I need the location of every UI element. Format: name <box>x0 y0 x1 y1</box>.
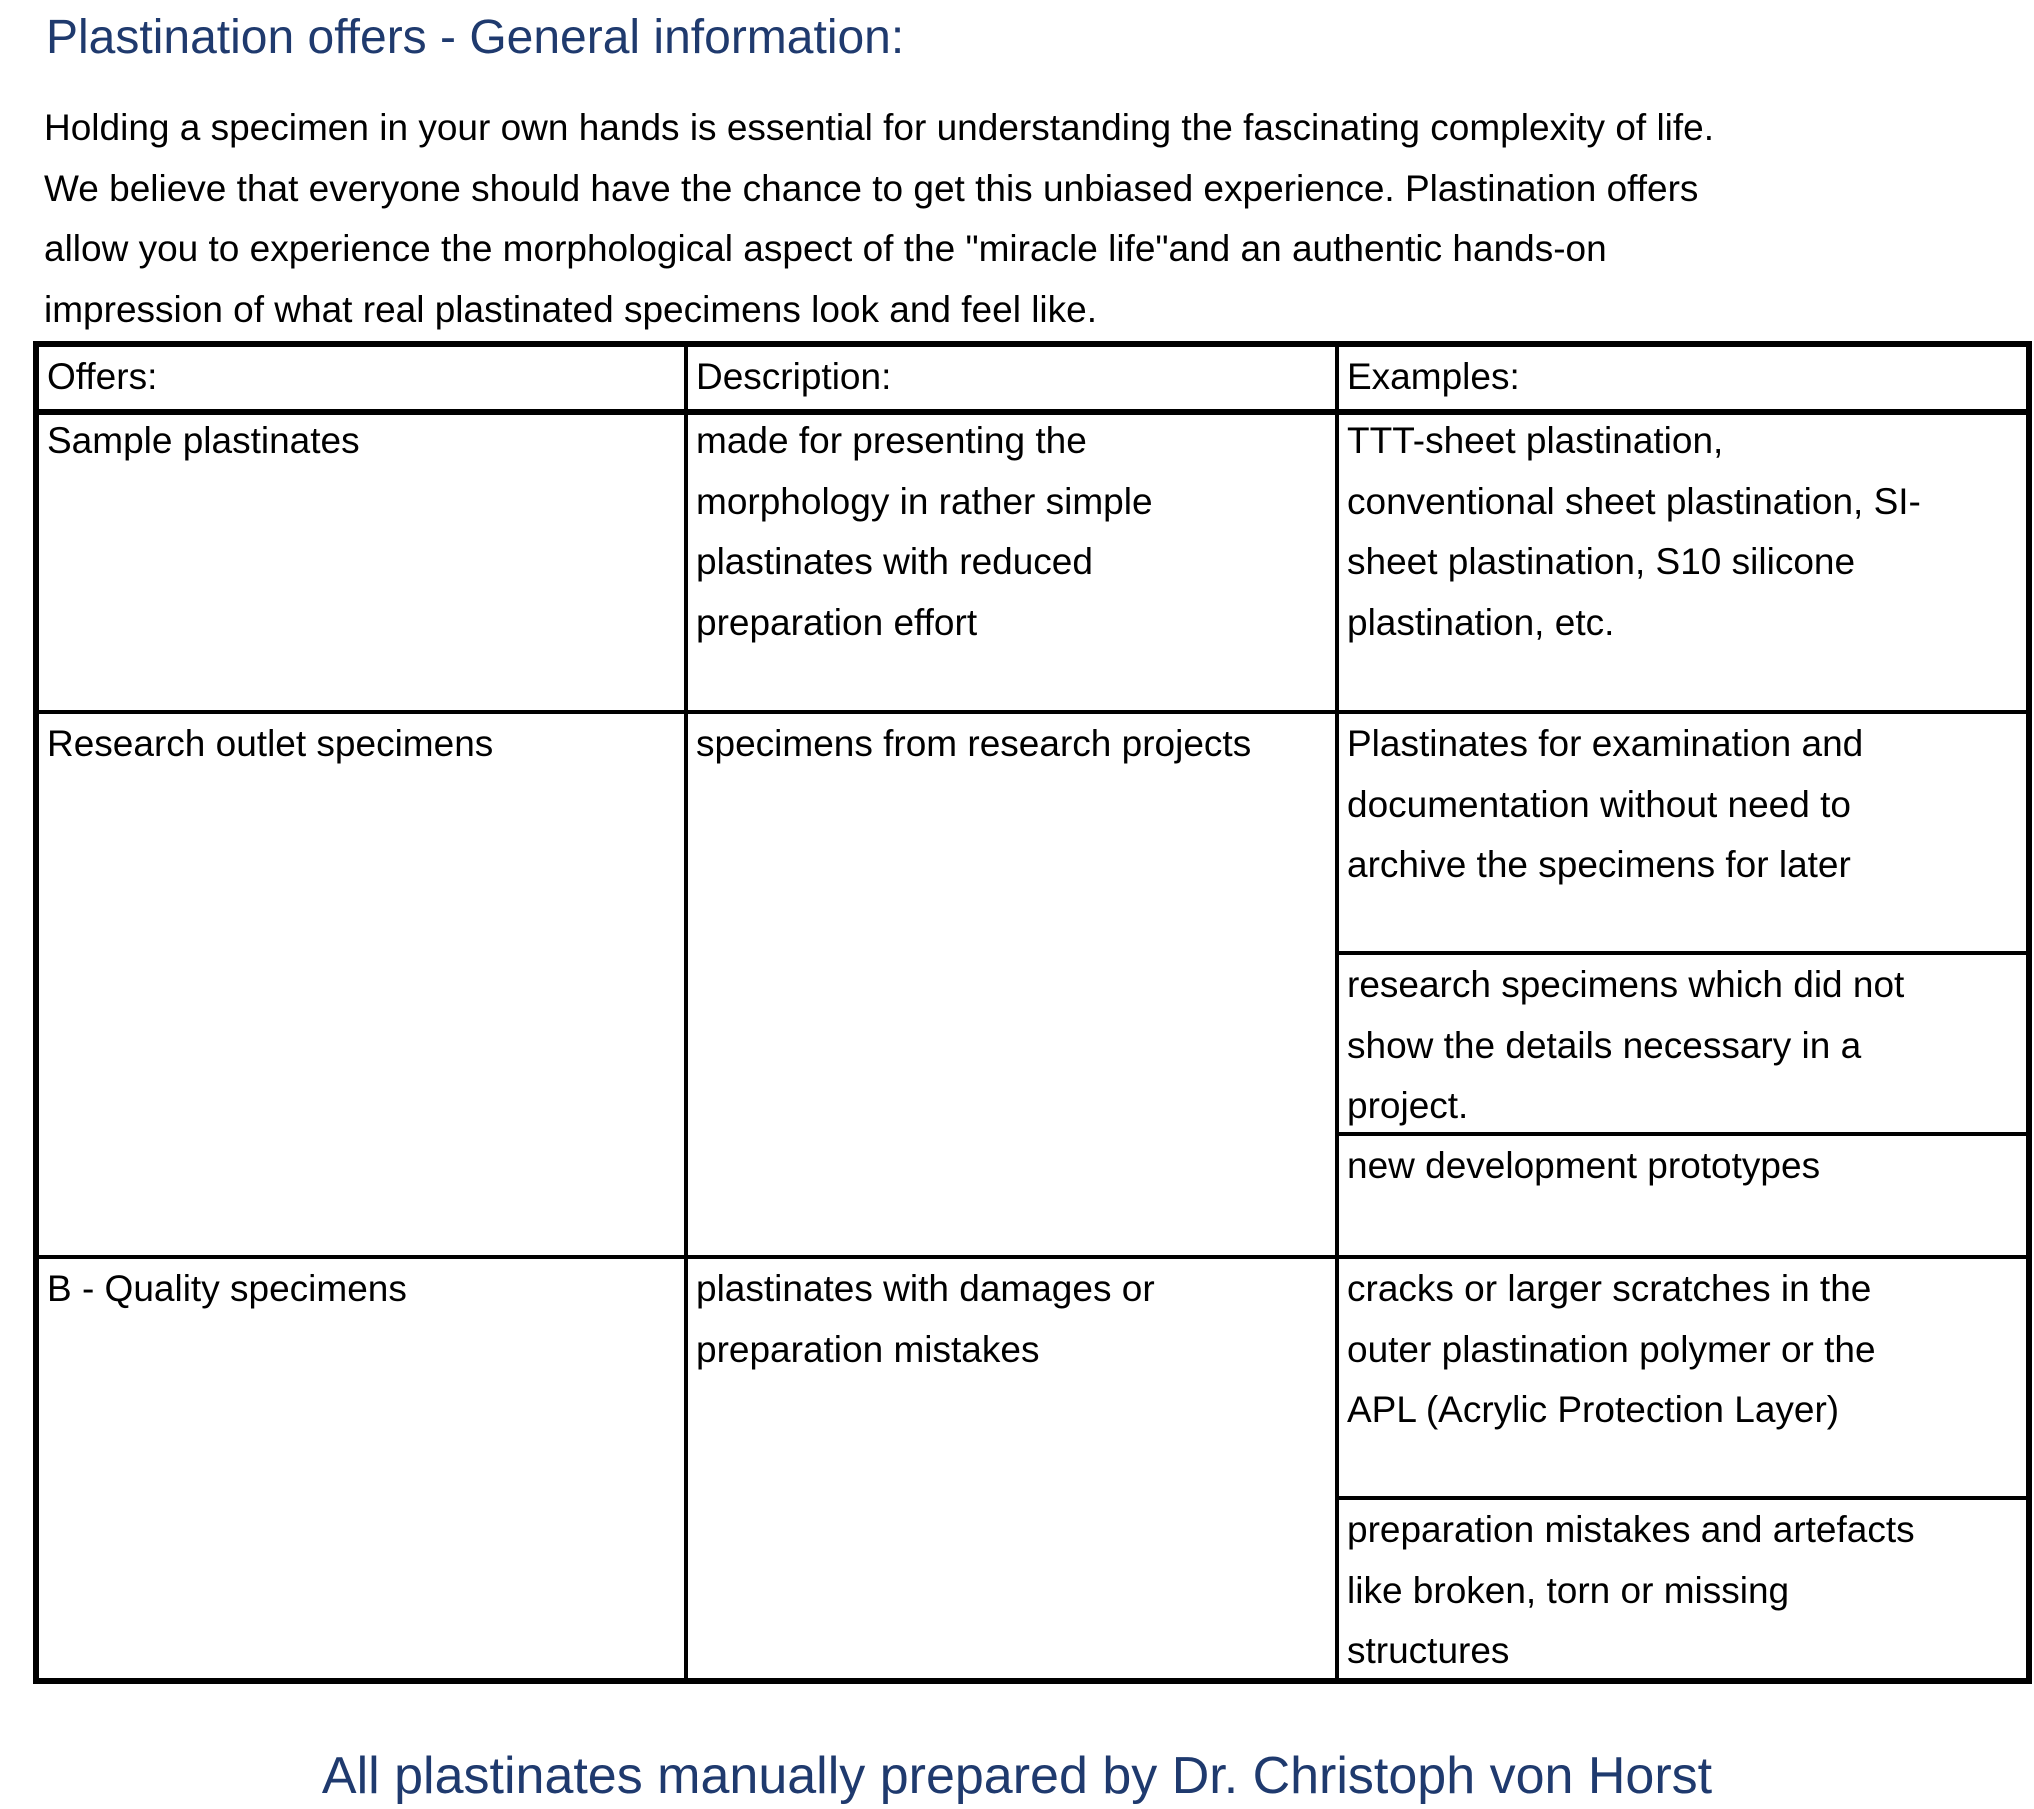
example-cell: cracks or larger scratches in the outer plastination polymer or the APL (Acrylic Protection Layer) <box>1347 1268 1876 1430</box>
intro-line: allow you to experience the morphological aspect of the "miracle life"and an authentic hands-on <box>44 228 1607 269</box>
intro-line: Holding a specimen in your own hands is essential for understanding the fascinating complexity of life. <box>44 107 1715 148</box>
example-cell: research specimens which did not show the details necessary in a project. <box>1347 964 1905 1126</box>
offers-table <box>33 341 2032 1684</box>
example-cell: Plastinates for examination and documentation without need to archive the specimens for later <box>1347 723 1864 885</box>
offer-cell: B - Quality specimens <box>47 1268 407 1309</box>
offer-cell: Research outlet specimens <box>47 723 494 764</box>
intro-line: impression of what real plastinated specimens look and feel like. <box>44 288 1098 330</box>
example-cell: TTT-sheet plastination, conventional sheet plastination, SI- sheet plastination, S10 silicone plastination, etc. <box>1347 420 1921 643</box>
description-cell: plastinates with damages or preparation mistakes <box>696 1268 1155 1370</box>
offer-cell: Sample plastinates <box>47 420 360 461</box>
description-cell: made for presenting the morphology in rather simple plastinates with reduced preparation effort <box>696 420 1153 643</box>
footer-credit: All plastinates manually prepared by Dr. Christoph von Horst <box>321 1747 1713 1805</box>
intro-paragraph <box>44 98 2024 340</box>
header-description: Description: <box>696 356 892 397</box>
intro-line: We believe that everyone should have the chance to get this unbiased experience. Plastination offers <box>44 167 1699 209</box>
example-cell: new development prototypes <box>1347 1145 1821 1186</box>
header-examples: Examples: <box>1347 356 1520 397</box>
description-cell: specimens from research projects <box>696 723 1252 764</box>
header-offers: Offers: <box>47 356 158 397</box>
example-cell: preparation mistakes and artefacts like broken, torn or missing structures <box>1347 1509 1915 1671</box>
page-title: Plastination offers - General information: <box>46 11 905 64</box>
